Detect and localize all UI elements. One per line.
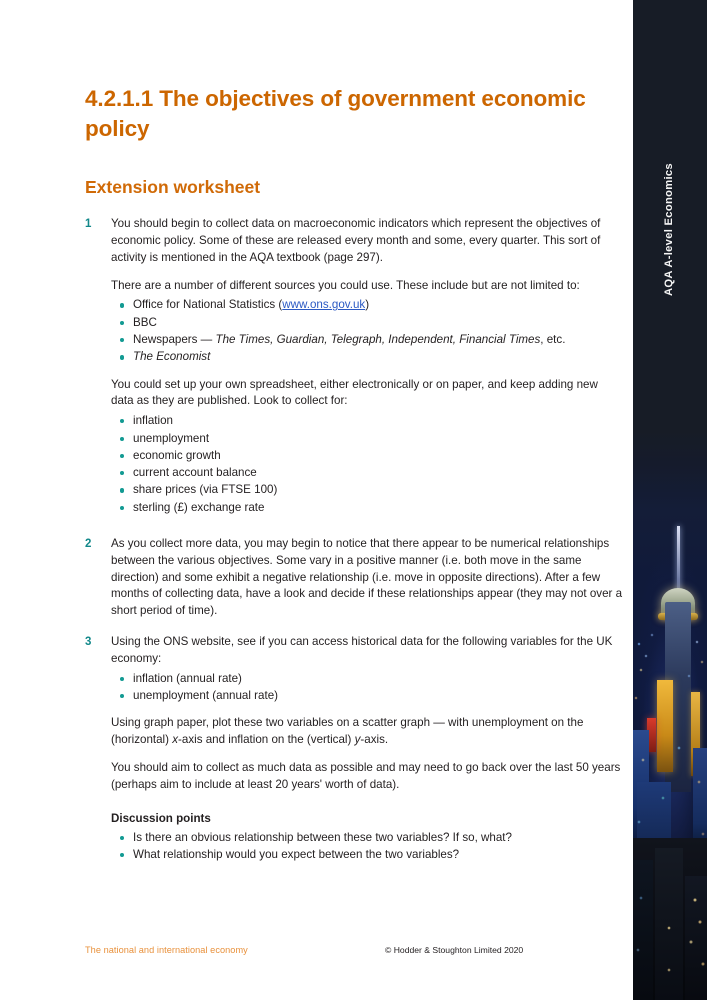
footer-series-title: The national and international economy: [85, 945, 248, 955]
x-axis-italic: x: [172, 732, 179, 746]
collect-item-share-prices: share prices (via FTSE 100): [133, 481, 623, 498]
discussion-points-heading: Discussion points: [111, 812, 211, 826]
right-sidebar: [633, 0, 707, 1000]
collect-item-unemployment: unemployment: [133, 430, 623, 447]
question-item-1: [85, 216, 623, 516]
source-item-economist: [133, 348, 623, 365]
y-axis-italic: y: [354, 732, 361, 746]
ons-website-link[interactable]: www.ons.gov.uk: [282, 298, 366, 312]
page-footer: [85, 945, 605, 955]
graph-instruction-part-a: Using graph paper, plot these two variables on a scatter graph — with unemployment on the (horizontal): [111, 716, 584, 746]
night-cityscape-photo: [633, 430, 707, 1000]
sidebar-course-label: AQA A-level Economics: [663, 163, 676, 296]
variable-item-inflation: inflation (annual rate): [133, 670, 623, 687]
question-item-2: [85, 536, 623, 620]
question-number: 1: [85, 218, 92, 231]
collect-item-inflation: inflation: [133, 412, 623, 429]
newspapers-titles: The Times, Guardian, Telegraph, Independent, Financial Times: [215, 333, 541, 347]
question-number: 2: [85, 538, 92, 550]
graph-instruction-part-c: -axis and inflation on the (vertical): [178, 732, 355, 746]
question-list: [85, 199, 623, 863]
sources-list: [111, 296, 623, 365]
economist-title: The Economist: [133, 350, 211, 364]
graph-instruction-part-e: -axis.: [360, 732, 389, 746]
question-item-3: [85, 634, 623, 863]
discussion-points-block: [111, 811, 623, 863]
question-3-intro: Using the ONS website, see if you can access historical data for the following variables for the UK economy:: [111, 634, 613, 665]
discussion-points-list: [111, 829, 623, 864]
discussion-point-2: What relationship would you expect between the two variables?: [133, 846, 623, 863]
question-1-spreadsheet-paragraph: You could set up your own spreadsheet, either electronically or on paper, and keep adding new data as they are published. Look to collect for:: [111, 377, 598, 408]
page-subtitle: Extension worksheet: [85, 177, 261, 198]
newspapers-prefix: Newspapers —: [133, 333, 216, 347]
newspapers-suffix: , etc.: [540, 333, 566, 347]
collect-item-economic-growth: economic growth: [133, 447, 623, 464]
source-item-bbc: BBC: [133, 314, 623, 331]
sidebar-label-wrap: [633, 96, 707, 296]
question-3-closing-paragraph: You should aim to collect as much data as possible and may need to go back over the last 50 years (perhaps aim to include at least 20 years' worth of data).: [111, 760, 621, 791]
footer-copyright: © Hodder & Stoughton Limited 2020: [385, 945, 524, 955]
question-2-paragraph-1: As you collect more data, you may begin to notice that there appear to be numerical relationships between the various objectives. Some vary in a positive manner (i.e. both move in the same direction) and some exhibit a negative relationship (i.e. move in opposite directions). After a few months of collecting data, have a look and decide if these relationships appear (they may not over a short period of time).: [111, 537, 623, 618]
collect-item-current-account: current account balance: [133, 464, 623, 481]
question-1-paragraph-1: You should begin to collect data on macroeconomic indicators which represent the objectives of economic policy. Some of these are released every month and some, every quarter. This sort of activity is mentioned in the AQA textbook (page 297).: [111, 217, 601, 264]
collect-list: [111, 412, 623, 516]
city-window-lights: [633, 430, 707, 1000]
source-ons-suffix: ): [365, 298, 370, 312]
question-3-graph-instruction: [111, 715, 623, 749]
discussion-point-1: Is there an obvious relationship between these two variables? If so, what?: [133, 829, 623, 846]
variable-item-unemployment: unemployment (annual rate): [133, 687, 623, 704]
page-title: 4.2.1.1 The objectives of government economic policy: [85, 86, 586, 141]
question-1-paragraph-2: There are a number of different sources you could use. These include but are not limited to:: [111, 278, 580, 292]
collect-item-sterling: sterling (£) exchange rate: [133, 499, 623, 516]
page-content: [85, 84, 623, 863]
source-item-ons: [133, 296, 623, 313]
source-ons-prefix: Office for National Statistics (: [133, 298, 283, 312]
question-number: 3: [85, 635, 92, 648]
source-item-newspapers: [133, 331, 623, 348]
variables-list: [111, 670, 623, 705]
